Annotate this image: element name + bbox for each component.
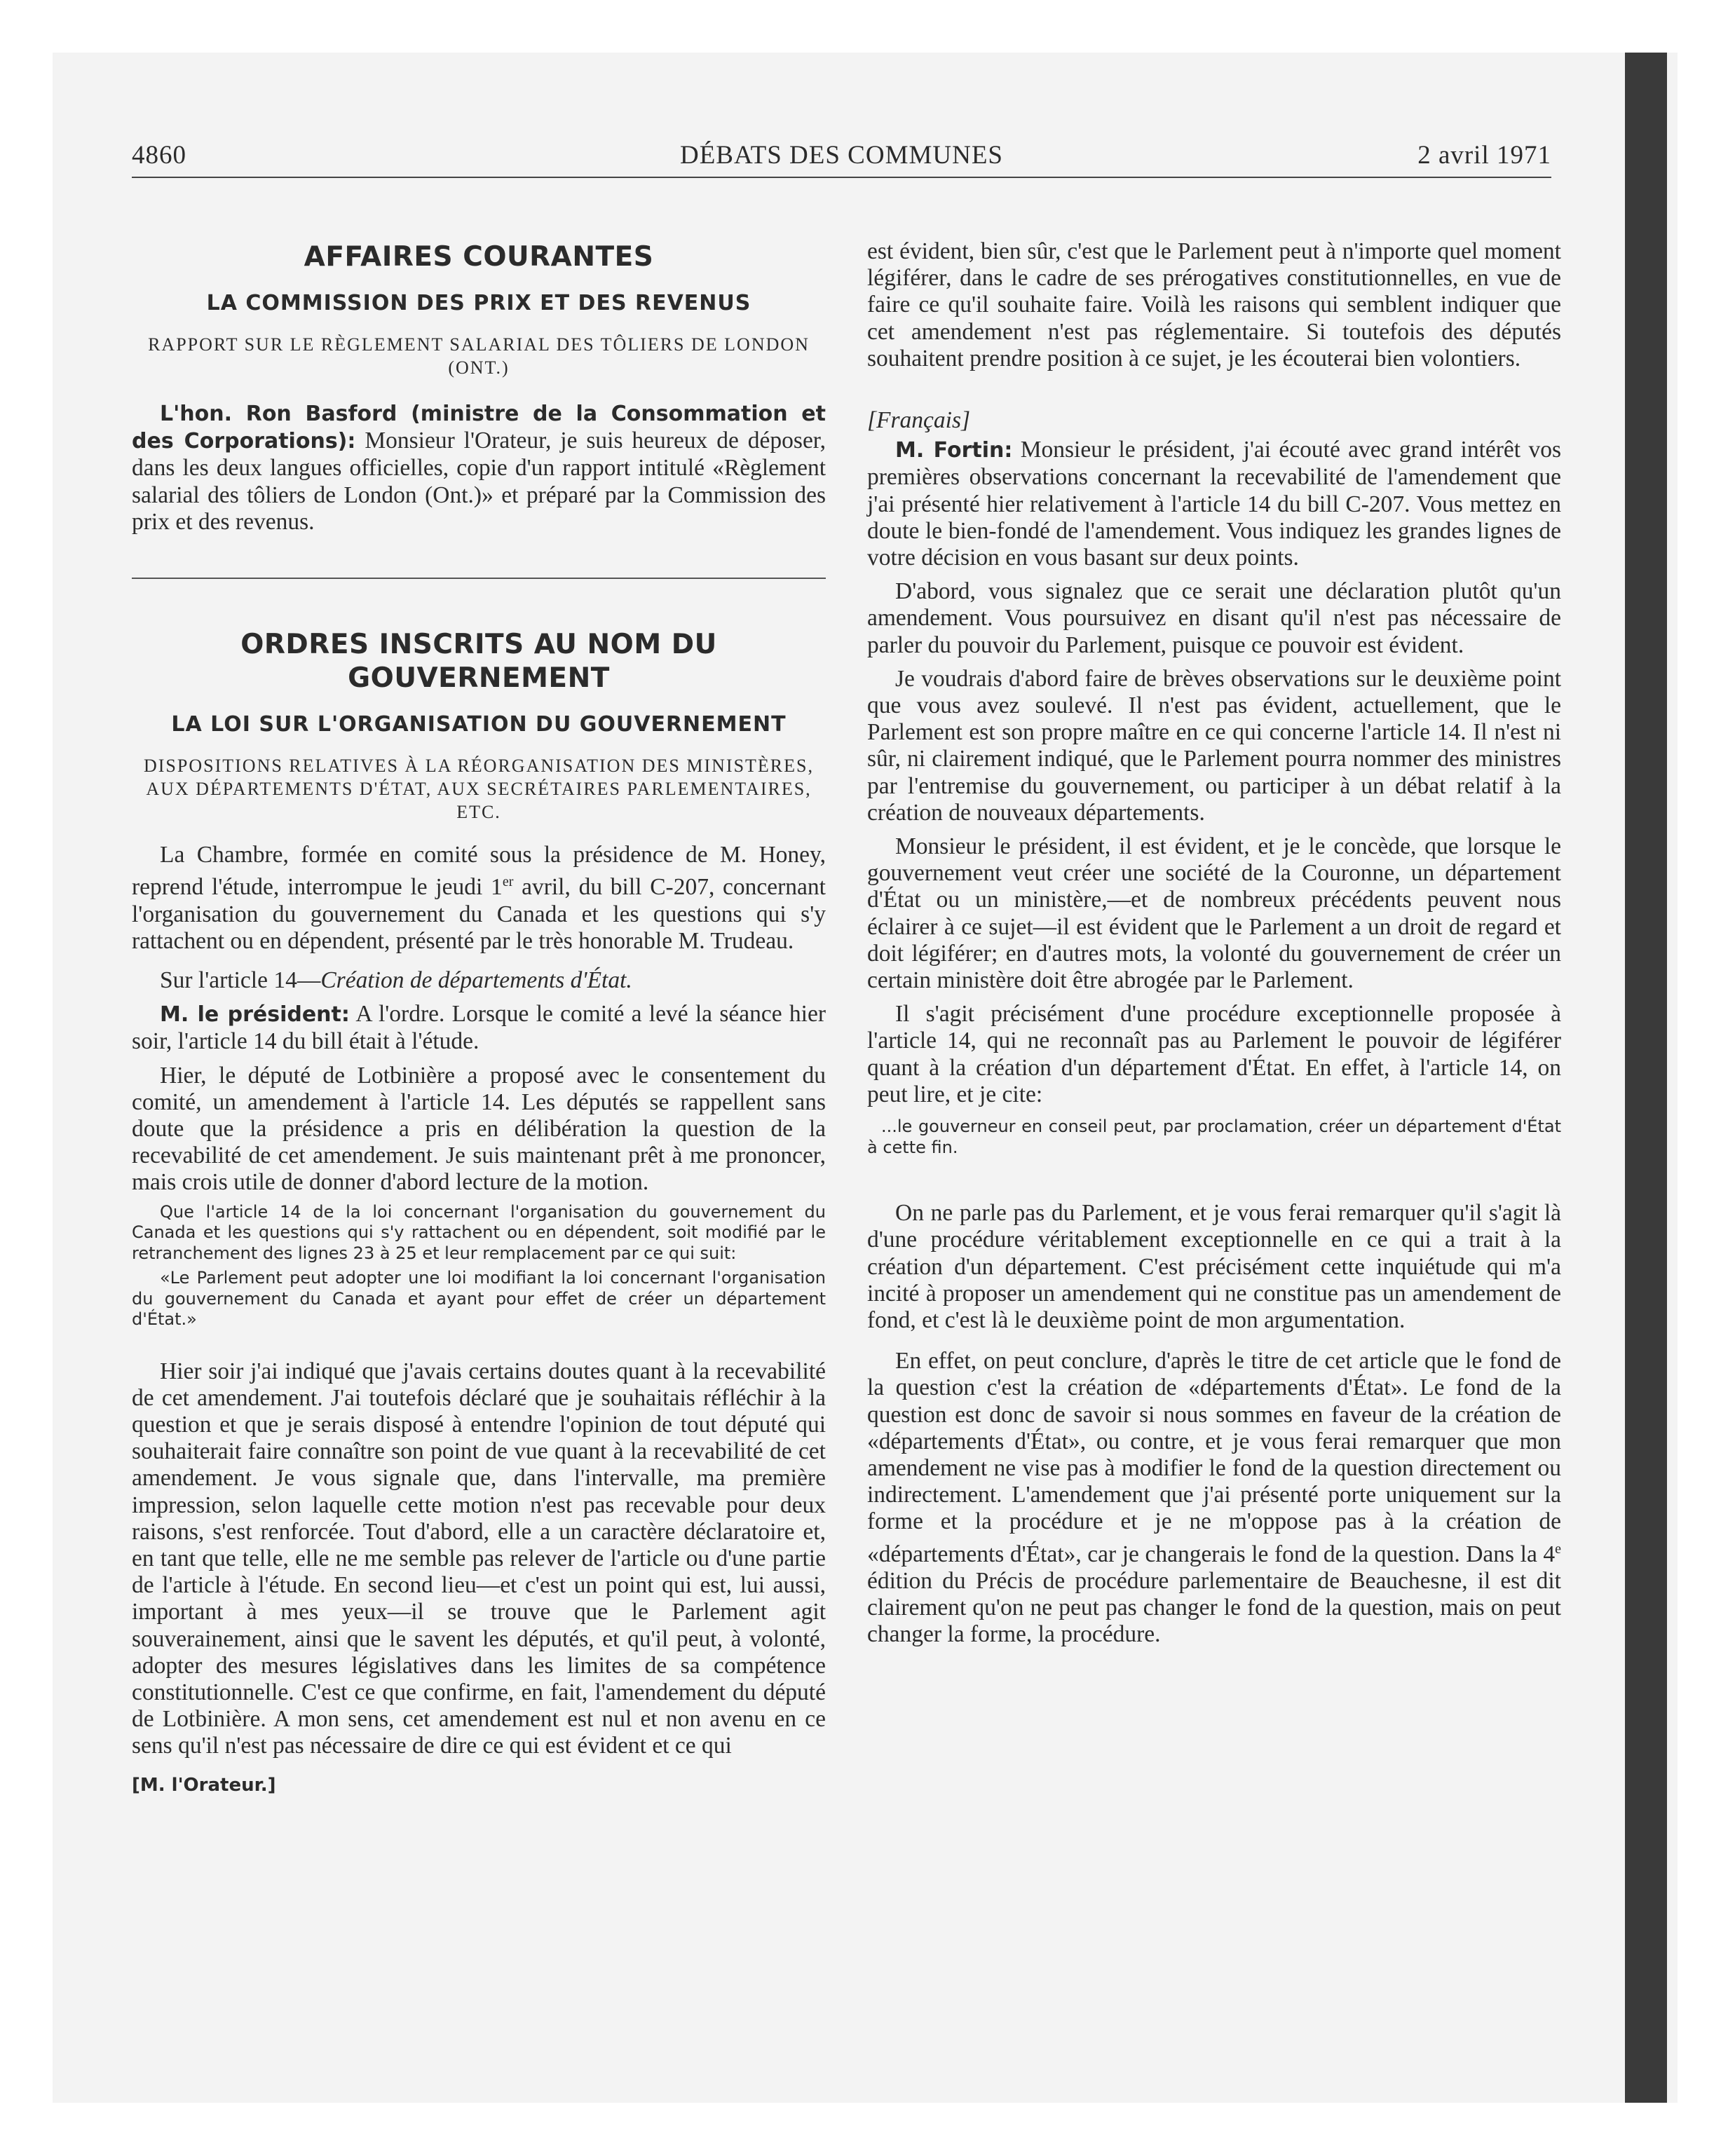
fortin-paragraph-2: D'abord, vous signalez que ce serait une déclaration plutôt qu'un amendement. Vous poursuivez en disant qu'il n'est pas nécessaire de parler du pouvoir du Parlement, puisque ce pouvoir est évident. [867,578,1561,658]
president-paragraph-3: Hier soir j'ai indiqué que j'avais certains doutes quant à la recevabilité de cet amendement. J'ai toutefois déclaré que je souhaitais réfléchir à la question et que je serais disposé à entendre l'opinion de tout député qui souhaiterait faire connaître son point de vue quant à la recevabilité de cet amendement. Je vous signale que, dans l'intervalle, ma première impression, selon laquelle cette motion n'est pas recevable pour deux raisons, s'est renforcée. Tout d'abord, elle a un caractère déclaratoire et, en tant que telle, elle ne me semble pas relever de l'article ou d'une partie de l'article à l'étude. En second lieu—et c'est un point qui est, lui aussi, important à mes yeux—il se trouve que le Parlement agit souverainement, ainsi que le savent les députés, et qu'il peut, à volonté, adopter des mesures législatives dans les limites de sa compétence constitutionnelle. C'est ce que confirme, en fait, l'amendement du député de Lotbinière. A mon sens, cet amendement est nul et non avenu en ce sens qu'il n'est pas nécessaire de dire ce qui est évident et ce qui [132,1358,826,1759]
page-header [132,140,1551,177]
header-rule [132,177,1551,178]
chambre-paragraph: La Chambre, formée en comité sous la présidence de M. Honey, reprend l'étude, interrompue le jeudi 1er avril, du bill C-207, concernant l'organisation du gouvernement du Canada et les questions qui s'y rattachent ou en dépendent, présenté par le très honorable M. Trudeau. [132,842,826,954]
motion-quote-2: «Le Parlement peut adopter une loi modifiant la loi concernant l'organisation du gouvernement du Canada et ayant pour effet de créer un département d'État.» [132,1268,826,1330]
left-column [132,238,826,1796]
fortin-paragraph-6: On ne parle pas du Parlement, et je vous ferai remarquer qu'il s'agit là d'une procédure véritablement exceptionnelle en ce qui a trait à la création d'un département. C'est précisément cette inquiétude qui m'a incité à proposer un amendement qui ne constitue pas un amendement de fond, et c'est là le deuxième point de mon argumentation. [867,1200,1561,1333]
speaker-fortin: M. Fortin: [895,438,1013,463]
continuation-paragraph: est évident, bien sûr, c'est que le Parlement peut à n'importe quel moment légiférer, dans le cadre de ses prérogatives constitutionnelles, en vue de faire ce qu'il souhaite faire. Voilà les raisons qui semblent indiquer que cet amendement n'est pas réglementaire. Si toutefois des députés souhaitent prendre position à ce sujet, je les écouterai bien volontiers. [867,238,1561,371]
fortin-paragraph-4: Monsieur le président, il est évident, et je le concède, que lorsque le gouvernement veut créer une société de la Couronne, un département d'État ou un ministère,—et de nombreux précédents peuvent nous éclairer à ce sujet—il est évident que le Parlement a un droit de regard et doit légiférer; en d'autres mots, la volonté du gouvernement de créer un certain ministère doit être abrogée par le Parlement. [867,833,1561,994]
president-paragraph-1: M. le président: A l'ordre. Lorsque le comité a levé la séance hier soir, l'article 14 du bill était à l'étude. [132,1001,826,1055]
publication-date: 2 avril 1971 [1417,141,1551,170]
heading-ordres: ORDRES INSCRITS AU NOM DU GOUVERNEMENT [240,629,717,695]
heading-loi: LA LOI SUR L'ORGANISATION DU GOUVERNEMENT [171,712,787,737]
basford-text: Monsieur l'Orateur, je suis heureux de déposer, dans les deux langues officielles, copie d'un rapport intitulé «Règlement salarial des tôliers de London (Ont.)» et préparé par la Commission des prix et des revenus. [132,428,826,535]
superscript-er: er [502,874,514,890]
language-marker: [Français] [867,407,971,434]
president-paragraph-2: Hier, le député de Lotbinière a proposé avec le consentement du comité, un amendement à l'article 14. Les députés se rappellent sans doute que la présidence a pris en délibération la question de la recevabilité de cet amendement. Je suis maintenant prêt à me prononcer, mais crois utile de donner d'abord lecture de la motion. [132,1062,826,1196]
heading-affaires-courantes: AFFAIRES COURANTES [304,241,654,273]
basford-paragraph [132,400,826,535]
article-line: Sur l'article 14—Création de départements d'État. [160,967,632,993]
publication-title: DÉBATS DES COMMUNES [679,141,1003,170]
right-column [867,238,1561,1649]
heading-commission: LA COMMISSION DES PRIX ET DES REVENUS [206,291,751,315]
fortin-paragraph-1: M. Fortin: Monsieur le président, j'ai écouté avec grand intérêt vos premières observations concernant la recevabilité de l'amendement que j'ai présenté hier relativement à l'article 14 du bill C-207. Vous mettez en doute le bien-fondé de l'amendement. Vous indiquez les grandes lignes de votre décision en vous basant sur deux points. [867,437,1561,571]
speaker-president: M. le président: [160,1002,350,1028]
section-divider [132,578,826,579]
fortin-paragraph-5: Il s'agit précisément d'une procédure exceptionnelle proposée à l'article 14, qui ne reconnaît pas au Parlement le pouvoir de légiférer quant à la création d'un département d'État. En effet, à l'article 14, on peut lire, et je cite: [867,1001,1561,1107]
fortin-quote: ...le gouverneur en conseil peut, par proclamation, créer un département d'État à cette fin. [867,1117,1561,1157]
fortin-paragraph-7: En effet, on peut conclure, d'après le titre de cet article que le fond de la question c'est la création de «départements d'État». Le fond de la question est donc de savoir si nous sommes en faveur de la création de «départements d'État», ou contre, et je vous ferai remarquer que mon amendement ne vise pas à modifier le fond de la question directement ou indirectement. L'amendement que j'ai présenté porte uniquement sur la forme et la procédure et je ne m'oppose pas à la création de «départements d'État», car je changerais le fond de la question. Dans la 4e édition du Précis de procédure parlementaire de Beauchesne, il est dit clairement qu'on ne peut pas changer le fond de la question, mais on peut changer la forme, la procédure. [867,1348,1561,1648]
fortin-paragraph-3: Je voudrais d'abord faire de brèves observations sur le deuxième point que vous avez soulevé. Il n'est pas évident, actuellement, que le Parlement est son propre maître en ce qui concerne l'article 14. Il n'est ni sûr, ni clairement indiqué, que le Parlement pourra nommer des ministres par l'entremise du gouvernement, ou participer à un débat relatif à la création de nouveaux départements. [867,665,1561,826]
footer-speaker-marker: [M. l'Orateur.] [132,1774,276,1796]
speaker-basford: L'hon. Ron Basford (ministre de la Consommation et des Corporations): [132,402,826,454]
heading-rapport: RAPPORT SUR LE RÈGLEMENT SALARIAL DES TÔLIERS DE LONDON (ONT.) [148,334,810,378]
motion-quote-1: Que l'article 14 de la loi concernant l'organisation du gouvernement du Canada et les questions qui s'y rattachent ou en dépendent, soit modifié par le retranchement des lignes 23 à 25 et leur remplacement par ce qui suit: [132,1201,826,1263]
heading-dispositions: DISPOSITIONS RELATIVES À LA RÉORGANISATION DES MINISTÈRES, AUX DÉPARTEMENTS D'ÉTAT, AUX SECRÉTAIRES PARLEMENTAIRES, ETC. [144,756,814,823]
scan-edge-shadow [1625,53,1667,2103]
superscript-e: e [1555,1541,1561,1557]
page-number: 4860 [132,141,186,170]
